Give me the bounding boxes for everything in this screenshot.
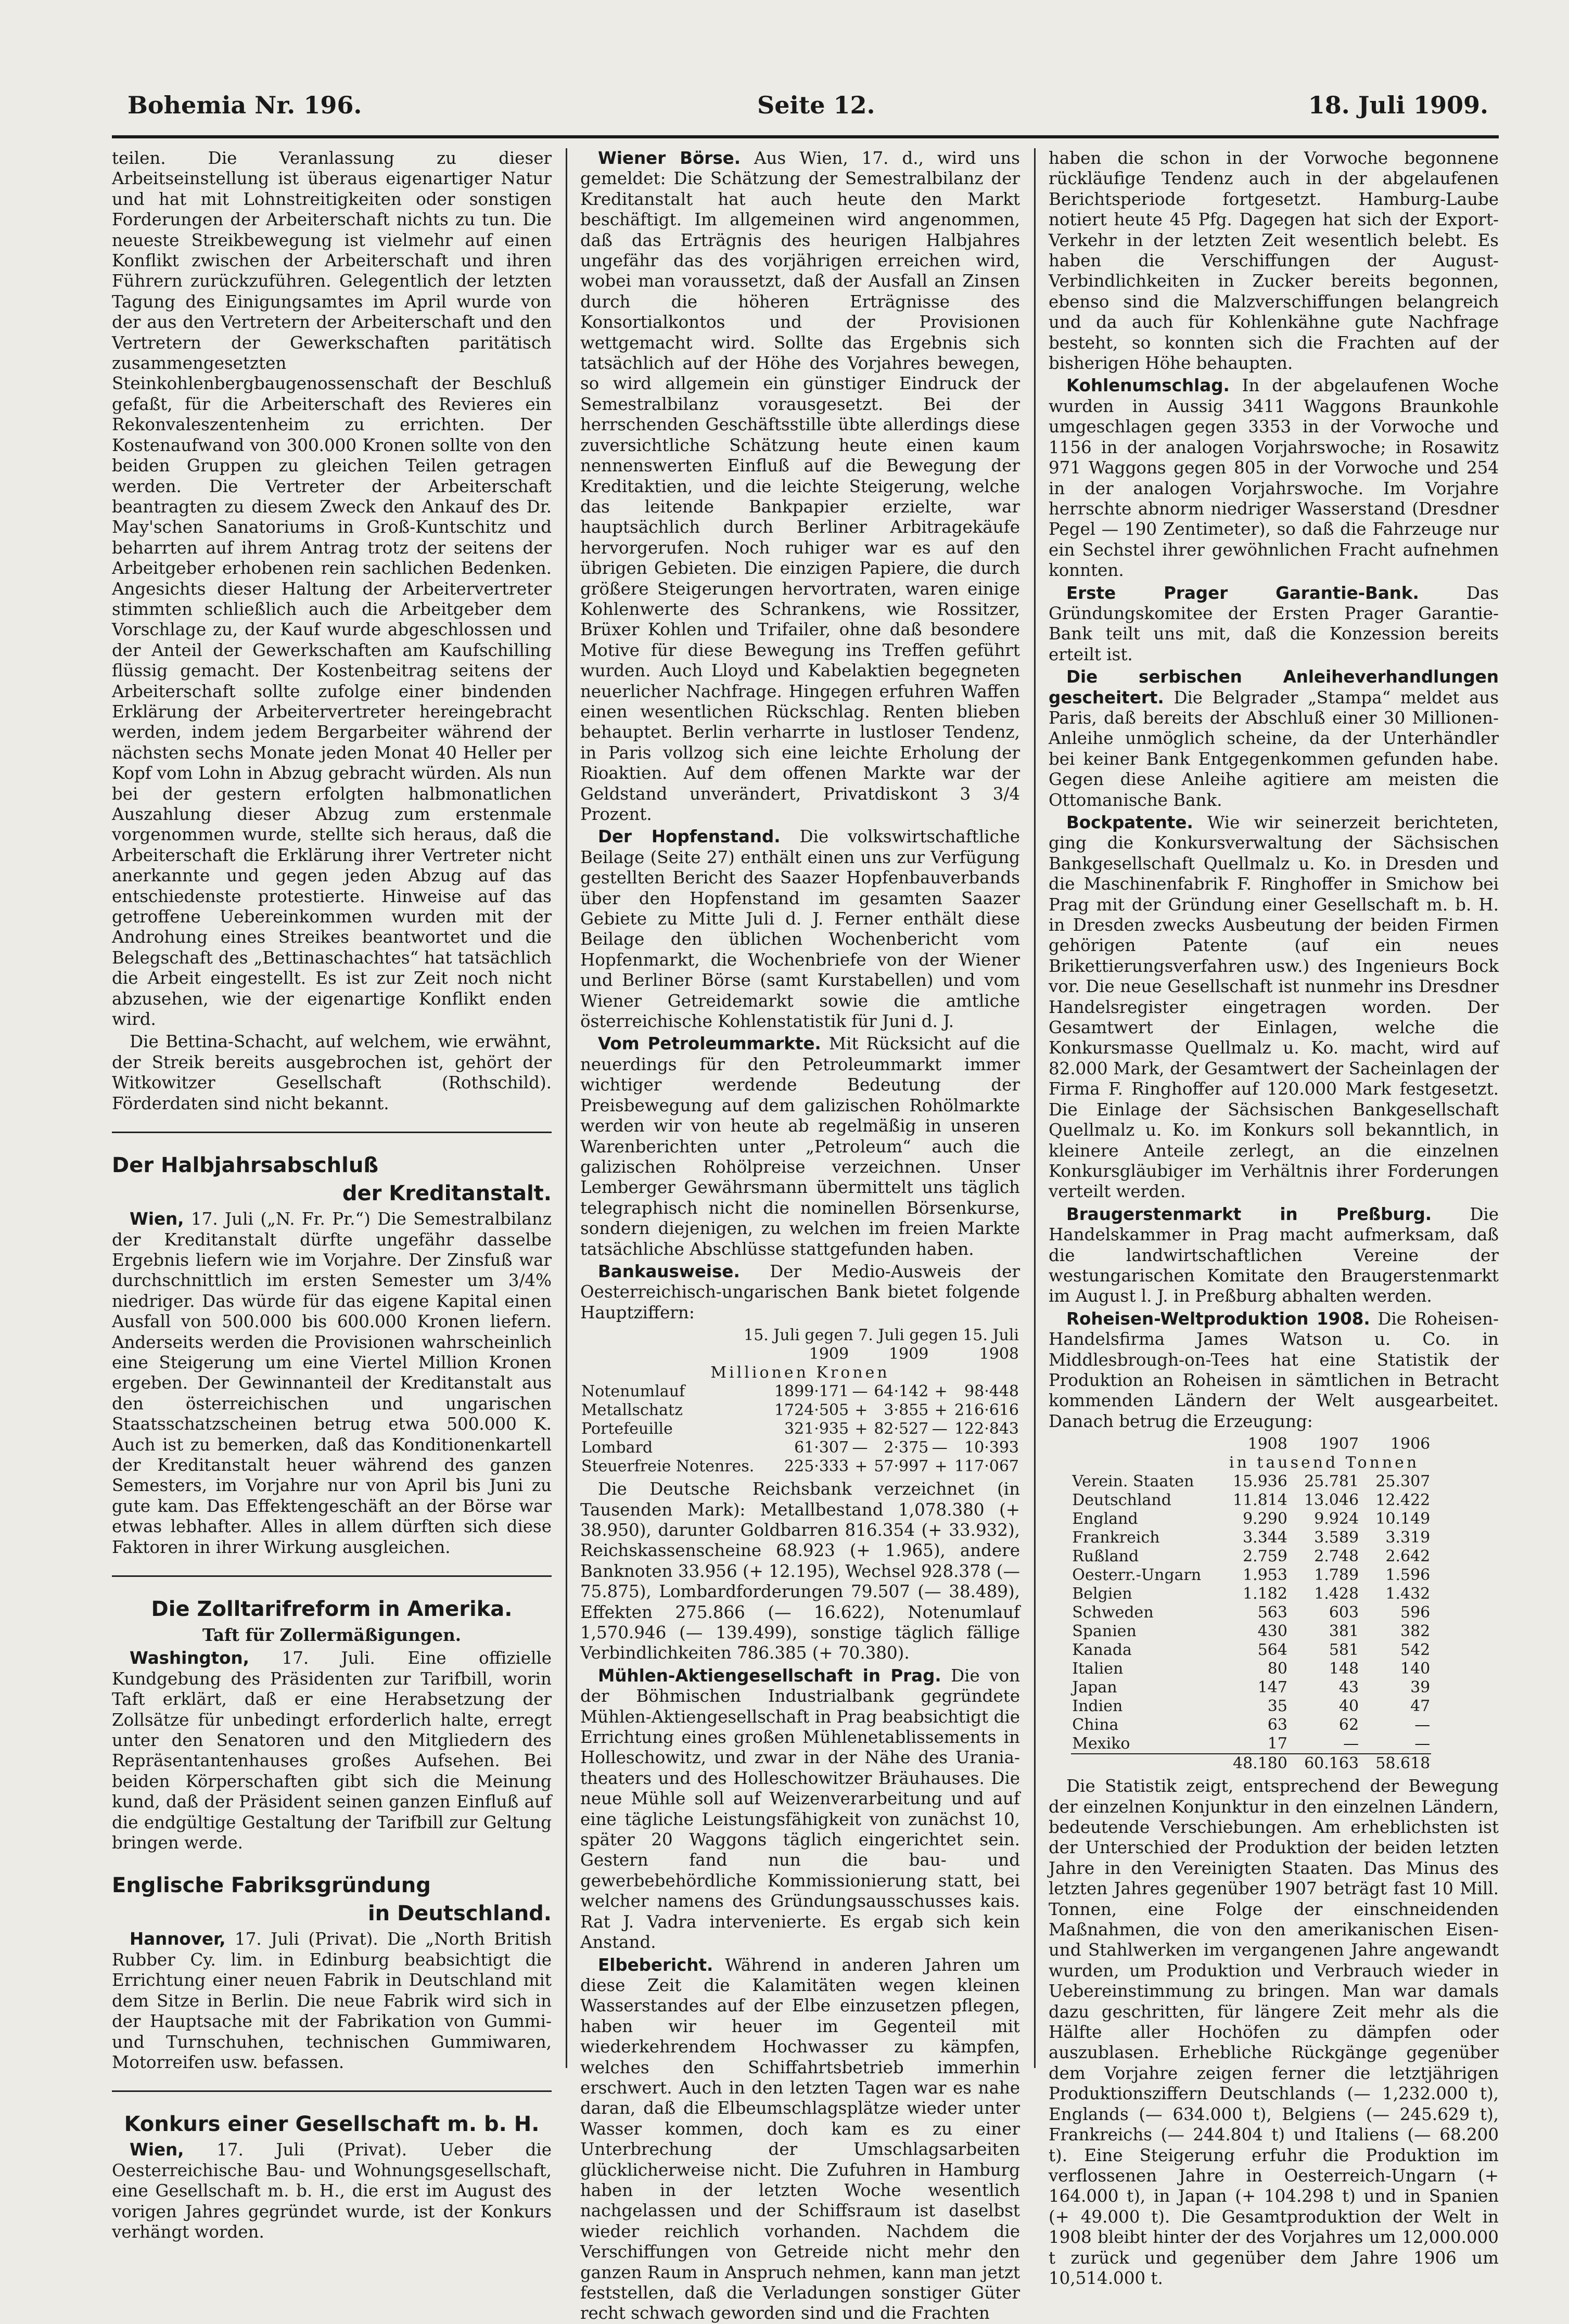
iron-year: 1906 — [1390, 1435, 1431, 1454]
iron-country: Spanien — [1072, 1622, 1137, 1641]
header-page-number: Seite 12. — [757, 91, 875, 119]
bank-row-cell: 225·333 — [784, 1457, 849, 1476]
subheadline-taft: Taft für Zollermäßigungen. — [202, 1625, 462, 1645]
column-divider-2 — [1034, 148, 1036, 2068]
iron-value: 3.344 — [1243, 1529, 1287, 1547]
page-header — [112, 91, 1499, 133]
article-separator — [112, 1132, 552, 1133]
article-kohlen-text: In der abgelaufenen Woche wurden in Aussig 3411 Waggons Braunkohle umgeschlagen gegen 3353 in der Vorwoche und 1156 in der analogen Vorjahrswoche; in Rosawitz 971 Waggons gegen 805 in der Vorwoche und 254 in der analogen Vorjahrswoche. Im Vorjahre herrschte abnorm niedriger Wasserstand (Dresdner Pegel — 190 Zentimeter), so daß die Fahrzeuge nur ein Sechstel ihrer gewöhnlichen Fracht aufnehmen konnten. — [1049, 376, 1499, 581]
article-strike-text-2: Die Bettina-Schacht, auf welchem, wie erwähnt, der Streik bereits ausgebrochen ist, gehört der Witkowitzer Gesellschaft (Rothschild). Förderdaten sind nicht bekannt. — [112, 1032, 552, 1113]
article-elbe-continued: haben die schon in der Vorwoche begonnene rückläufige Tendenz auch in der abgelaufenen Berichtsperiode fortgesetzt. Hamburg-Laube notiert heute 45 Pfg. Dagegen hat sich der Export-Verkehr in der letzten Zeit wesentlich belebt. Es haben die Verschiffungen der August-Verbindlichkeiten in Zucker bereits begonnen, ebenso sind die Malzverschiffungen belangreich und da auch für Kohlenkähne gute Nachfrage besteht, so konnten sich die Frachten auf der bisherigen Höhe behaupten. — [1049, 148, 1499, 374]
bank-row-cell: 1899·171 — [774, 1382, 849, 1401]
bank-row-cell: 98·448 — [964, 1382, 1019, 1401]
bank-table-row — [580, 1439, 1020, 1457]
iron-value: 3.319 — [1385, 1529, 1431, 1547]
headline-braugerste: Braugerstenmarkt in Preßburg. — [1066, 1204, 1432, 1224]
iron-value: 581 — [1329, 1641, 1359, 1660]
column-2 — [580, 148, 1020, 2323]
iron-value: 1.428 — [1314, 1585, 1359, 1603]
iron-table-row — [1071, 1529, 1431, 1547]
iron-country: Mexiko — [1072, 1735, 1130, 1753]
headline-bockpatente: Bockpatente. — [1066, 813, 1193, 832]
bank-row-cell: 117·067 — [954, 1457, 1019, 1476]
article-roheisen-text: Die Roheisen-Handelsfirma James Watson u. Co. in Middlesbrough-on-Tees hat eine Statistik der Produktion an Roheisen in sämtlichen in Betracht kommenden Ländern der Welt ausgearbeitet. Danach betrug die Erzeugung: — [1049, 1308, 1499, 1431]
iron-value: 148 — [1329, 1660, 1359, 1678]
iron-value: 140 — [1400, 1660, 1431, 1678]
iron-value: — — [1343, 1735, 1359, 1753]
iron-value: 430 — [1257, 1622, 1287, 1641]
bank-row-cell: — — [852, 1382, 868, 1401]
iron-table-row — [1071, 1603, 1431, 1622]
bank-row-cell: + — [934, 1401, 948, 1420]
iron-value: 9.924 — [1314, 1510, 1359, 1529]
iron-value: 9.290 — [1243, 1510, 1287, 1529]
headline-garantie-bank: Erste Prager Garantie-Bank. — [1066, 583, 1419, 603]
header-rule — [112, 135, 1499, 138]
iron-value: 382 — [1400, 1622, 1431, 1641]
bank-row-label: Notenumlauf — [581, 1382, 685, 1401]
bank-table-row — [580, 1457, 1020, 1476]
headline-in-deutschland: in Deutschland. — [367, 1902, 552, 1926]
iron-table-row — [1071, 1697, 1431, 1716]
article-anleihe-text: Die Belgrader „Stampa“ meldet aus Paris, daß bereits der Abschluß einer 30 Millionen-Anleihe unmöglich scheine, da der Unterhändler bei keiner Bank Entgegenkommen gefunden habe. Gegen diese Anleihe agitiere am meisten die Ottomanische Bank. — [1049, 687, 1499, 810]
bank-row-cell: 216·616 — [954, 1401, 1019, 1420]
iron-country: Frankreich — [1072, 1529, 1160, 1547]
iron-value: 62 — [1338, 1716, 1359, 1735]
article-bank-text: Der Medio-Ausweis der Oesterreichisch-ungarischen Bank bietet folgende Hauptziffern: — [580, 1261, 1020, 1323]
headline-bankausweise: Bankausweise. — [598, 1261, 740, 1281]
bank-year: 1909 — [888, 1345, 929, 1364]
iron-country: Deutschland — [1072, 1491, 1171, 1510]
iron-country: Rußland — [1072, 1547, 1139, 1566]
iron-total: 60.163 — [1289, 1754, 1360, 1773]
article-muehlen-text: Die von der Böhmischen Industrialbank gegründete Mühlen-Aktiengesellschaft in Prag beabsichtigt die Errichtung eines großen Mühlenetablissements in Holleschowitz, und zwar in der Nähe des Urania-theaters und des Holleschowitzer Bräuhauses. Die neue Mühle soll auf Weizenverarbeitung und auf eine tägliche Leistungsfähigkeit von zunächst 10, später 20 Waggons täglich eingerichtet sein. Gestern fand nun die bau- und gewerbebehördliche Kommissionierung statt, bei welcher namens des Gründungsausschusses kais. Rat J. Vadra intervenierte. Es ergab sich kein Anstand. — [580, 1665, 1020, 1953]
iron-country: Oesterr.-Ungarn — [1072, 1566, 1202, 1585]
article-separator — [112, 1575, 552, 1577]
iron-value: — — [1414, 1735, 1431, 1753]
headline-serbische-anleihe: Die serbischen Anleiheverhandlungen gescheitert. — [1049, 667, 1499, 708]
bank-row-cell: 61·307 — [794, 1439, 849, 1457]
iron-table-row — [1071, 1566, 1431, 1585]
iron-value: 13.046 — [1304, 1491, 1359, 1510]
iron-value: 43 — [1338, 1678, 1359, 1697]
article-kreditanstalt-text: 17. Juli („N. Fr. Pr.“) Die Semestralbilanz der Kreditanstalt dürfte ungefähr dasselbe Ergebnis liefern wie im Vorjahre. Der Zinsfuß war durchschnittlich im ersten Semester um 3/4% niedriger. Das würde für das eigene Kapital einen Ausfall von 500.000 bis 600.000 Kronen liefern. Anderseits werden die Provisionen wahrscheinlich eine Steigerung um eine Viertel Million Kronen ergeben. Der Gewinnanteil der Kreditanstalt aus den österreichischen und ungarischen Staatsschatzscheinen betrug etwa 500.000 K. Auch ist zu bemerken, daß das Konditionenkartell der Kreditanstalt heuer während des ganzen Semesters, im Vorjahre nur von April bis Juni zu gute kam. Das Effektengeschäft an der Börse war etwas lebhafter. Alles in allem dürften sich diese Faktoren in ihrer Wirkung ausgleichen. — [112, 1209, 552, 1557]
bank-row-cell: + — [934, 1457, 948, 1476]
bank-row-cell: — — [932, 1420, 948, 1439]
iron-table-row — [1071, 1660, 1431, 1678]
bank-row-cell: + — [854, 1457, 868, 1476]
iron-value: 3.589 — [1314, 1529, 1359, 1547]
bank-unit: Millionen Kronen — [710, 1364, 890, 1382]
bank-table — [580, 1326, 1020, 1476]
headline-muehlen: Mühlen-Aktiengesellschaft in Prag. — [598, 1665, 941, 1686]
article-garantie-text: Das Gründungskomitee der Ersten Prager Garantie-Bank teilt uns mit, daß die Konzession bereits erteilt ist. — [1049, 583, 1499, 664]
iron-value: 1.432 — [1385, 1585, 1431, 1603]
article-braugerste-text: Die Handelskammer in Prag macht aufmerksam, daß die landwirtschaftlichen Vereine der westungarischen Komitate den Braugerstenmarkt im August l. J. in Preßburg abhalten werden. — [1049, 1204, 1499, 1306]
iron-total: 58.618 — [1360, 1754, 1431, 1773]
column-1 — [112, 148, 552, 2242]
iron-table-row — [1071, 1491, 1431, 1510]
iron-table-row — [1071, 1716, 1431, 1735]
bank-row-cell: + — [934, 1382, 948, 1401]
iron-value: 542 — [1400, 1641, 1431, 1660]
bank-row-label: Metallschatz — [581, 1401, 683, 1420]
iron-unit: in tausend Tonnen — [1229, 1454, 1420, 1472]
headline-kreditanstalt: der Kreditanstalt. — [342, 1182, 552, 1206]
iron-country: China — [1072, 1716, 1119, 1735]
iron-value: 1.789 — [1314, 1566, 1359, 1585]
dateline-wien: Wien, — [130, 1209, 184, 1229]
iron-value: 1.596 — [1385, 1566, 1431, 1585]
bank-row-cell: 82·527 — [874, 1420, 929, 1439]
iron-value: 2.642 — [1385, 1547, 1431, 1566]
headline-halbjahrsabschluss: Der Halbjahrsabschluß — [112, 1153, 379, 1178]
iron-value: 11.814 — [1232, 1491, 1287, 1510]
iron-value: 603 — [1329, 1603, 1359, 1622]
iron-value: 2.748 — [1314, 1547, 1359, 1566]
bank-row-cell: 3·855 — [884, 1401, 929, 1420]
article-bock-text: Wie wir seinerzeit berichteten, ging die Konkursverwaltung der Sächsischen Bankgesellschaft Quellmalz u. Ko. in Dresden und die Maschinenfabrik F. Ringhoffer in Smichow bei Prag mit der Gründung einer Gesellschaft m. b. H. in Dresden zwecks Ausbeutung der beiden Firmen gehörigen Patente (auf ein neues Brikettierungsverfahren usw.) des Ingenieurs Bock vor. Die neue Gesellschaft ist nunmehr ins Dresdner Handelsregister eingetragen worden. Der Gesamtwert der Einlagen, welche die Konkursmasse Quellmalz u. Ko. macht, wird auf 82.000 Mark, der Gesamtwert der Sacheinlagen der Firma F. Ringhoffer auf 120.000 Mark festgesetzt. Die Einlage der Sächsischen Bankgesellschaft Quellmalz u. Ko. im Konkurs soll bekanntlich, in kleinere Anteile zerlegt, an die einzelnen Konkursgläubiger im Verhältnis ihrer Forderungen verteilt werden. — [1049, 813, 1499, 1202]
iron-country: Japan — [1072, 1678, 1117, 1697]
iron-table-row — [1071, 1622, 1431, 1641]
bank-table-head: 15. Juli gegen 7. Juli gegen 15. Juli — [744, 1326, 1019, 1345]
iron-table-row — [1071, 1641, 1431, 1660]
iron-value: 17 — [1267, 1735, 1287, 1753]
iron-year: 1907 — [1319, 1435, 1359, 1454]
bank-table-row — [580, 1401, 1020, 1420]
iron-value: 12.422 — [1375, 1491, 1431, 1510]
iron-table-row — [1071, 1510, 1431, 1529]
article-statistik-text: Die Statistik zeigt, entsprechend der Bewegung der einzelnen Konjunktur in den einzelnen Ländern, bedeutende Verschiebungen. Am erheblichsten ist der Unterschied der Produktion der beiden letzten Jahre in den Vereinigten Staaten. Das Minus des letzten Jahres gegenüber 1907 beträgt fast 10 Mill. Tonnen, eine Folge der einschneidenden Maßnahmen, die von den amerikanischen Eisen- und Stahlwerken im vergangenen Jahre angewandt wurden, um Produktion und Verbrauch wieder in Uebereinstimmung zu bringen. Man war damals dazu geschritten, für längere Zeit mehr als die Hälfte aller Hochöfen zu dämpfen oder auszublasen. Erhebliche Rückgänge gegenüber dem Vorjahre zeigen ferner die letztjährigen Produktionsziffern Deutschlands (— 1,232.000 t), Englands (— 634.000 t), Belgiens (— 245.629 t), Frankreichs (— 244.804 t) und Italiens (— 68.200 t). Eine Steigerung erfuhr die Produktion im verflossenen Jahre in Oesterreich-Ungarn (+ 164.000 t), in Japan (+ 104.298 t) und in Spanien (+ 49.000 t). Die Gesamtproduktion der Welt in 1908 bleibt hinter der des Vorjahres um 12,000.000 t zurück und gegenüber dem Jahre 1906 um 10,514.000 t. — [1049, 1776, 1499, 2288]
iron-table — [1071, 1435, 1431, 1773]
iron-value: 1.953 — [1243, 1566, 1287, 1585]
headline-konkurs: Konkurs einer Gesellschaft m. b. H. — [124, 2112, 540, 2137]
iron-value: 25.307 — [1375, 1472, 1431, 1491]
headline-zolltarifreform: Die Zolltarifreform in Amerika. — [151, 1597, 513, 1621]
iron-country: Indien — [1072, 1697, 1123, 1716]
bank-year: 1909 — [809, 1345, 849, 1364]
bank-year: 1908 — [979, 1345, 1019, 1364]
iron-table-row — [1071, 1678, 1431, 1697]
bank-row-cell: 321·935 — [784, 1420, 849, 1439]
article-strike-text: teilen. Die Veranlassung zu dieser Arbeitseinstellung ist überaus eigenartiger Natur und hat mit Lohnstreitigkeiten oder sonstigen Forderungen der Arbeiterschaft nichts zu tun. Die neueste Streikbewegung ist vielmehr auf einen Konflikt zwischen der Arbeiterschaft und ihren Führern zurückzuführen. Gelegentlich der letzten Tagung des Einigungsamtes im April wurde von der aus den Vertretern der Arbeiterschaft und den Vertretern der Gewerkschaften paritätisch zusammengesetzten Steinkohlenbergbaugenossenschaft der Beschluß gefaßt, für die Arbeiterschaft des Revieres ein Rekonvaleszentenheim zu errichten. Der Kostenaufwand von 300.000 Kronen sollte von den beiden Gruppen zu gleichen Teilen getragen werden. Die Vertreter der Arbeiterschaft beantragten zu diesem Zweck den Ankauf des Dr. May'schen Sanatoriums in Groß-Kuntschitz und beharrten auf ihrem Antrag trotz der seitens der Arbeitgeber erhobenen rein sachlichen Bedenken. Angesichts dieser Haltung der Arbeitervertreter stimmten schließlich auch die Arbeitgeber dem Vorschlage zu, der Kauf wurde abgeschlossen und der Anteil der Gewerkschaften am Kaufschilling flüssig gemacht. Der Kostenbeitrag seitens der Arbeiterschaft sollte zufolge einer bindenden Erklärung der Arbeitervertreter hereingebracht werden, indem jedem Bergarbeiter während der nächsten sechs Monate jeden Monat 40 Heller per Kopf vom Lohn in Abzug gebracht würden. Als nun bei der gestern erfolgten halbmonatlichen Auszahlung dieser Abzug zum erstenmale vorgenommen wurde, stellte sich heraus, daß die Arbeiterschaft die Erklärung ihrer Vertreter nicht anerkannte und gegen jeden Abzug auf das entschiedenste protestierte. Hinweise auf das getroffene Uebereinkommen wurden mit der Androhung eines Streikes beantwortet und die Belegschaft des „Bettinaschachtes“ hat tatsächlich die Arbeit eingestellt. Es ist zur Zeit noch nicht abzusehen, wie der eigenartige Konflikt enden wird. — [112, 148, 552, 1030]
iron-value: 564 — [1257, 1641, 1287, 1660]
iron-value: 40 — [1338, 1697, 1359, 1716]
iron-value: 47 — [1410, 1697, 1431, 1716]
article-petroleum-text: Mit Rücksicht auf die neuerdings für den Petroleummarkt immer wichtiger werdende Bedeutung der Preisbewegung auf dem galizischen Rohölmarkte werden wir von heute ab regelmäßig in unseren Warenberichten unter „Petroleum“ auch die galizischen Rohölpreise verzeichnen. Unser Lemberger Gewährsmann übermittelt uns täglich telegraphisch nicht die nominellen Börsenkurse, sondern diejenigen, zu welchen im freien Markte tatsächliche Abschlüsse stattgefunden haben. — [580, 1034, 1020, 1259]
bank-row-cell: 1724·505 — [774, 1401, 849, 1420]
headline-kohlenumschlag: Kohlenumschlag. — [1066, 376, 1230, 396]
iron-table-row — [1071, 1547, 1431, 1566]
iron-value: 596 — [1400, 1603, 1431, 1622]
iron-value: 563 — [1257, 1603, 1287, 1622]
iron-value: 35 — [1267, 1697, 1287, 1716]
iron-value: 63 — [1267, 1716, 1287, 1735]
bank-table-row — [580, 1420, 1020, 1439]
headline-hopfenstand: Der Hopfenstand. — [598, 827, 781, 847]
header-date: 18. Juli 1909. — [1308, 91, 1488, 119]
bank-row-cell: — — [852, 1439, 868, 1457]
iron-value: 381 — [1329, 1622, 1359, 1641]
bank-row-cell: — — [932, 1439, 948, 1457]
article-elbe-text: Während in anderen Jahren um diese Zeit die Kalamitäten wegen kleinen Wasserstandes auf der Elbe einzusetzen pflegen, haben wir heuer im Gegenteil mit wiederkehrendem Hochwasser zu kämpfen, welches den Schiffahrtsbetrieb immerhin erschwert. Auch in den letzten Tagen war es nahe daran, daß die Elbeumschlagsplätze wieder unter Wasser kommen, doch kam es zu einer Unterbrechung der Umschlagsarbeiten glücklicherweise nicht. Die Zufuhren in Hamburg haben in der letzten Woche wesentlich nachgelassen und der Schiffsraum ist daselbst wieder reichlich vorhanden. Nachdem die Verschiffungen von Getreide nicht mehr den ganzen Raum in Anspruch nehmen, kann man jetzt feststellen, daß die Verladungen sonstiger Güter recht schwach geworden sind und die Frachten — [580, 1955, 1020, 2323]
iron-value: 2.759 — [1243, 1547, 1287, 1566]
bank-row-cell: + — [854, 1420, 868, 1439]
bank-row-cell: 57·997 — [874, 1457, 929, 1476]
bank-row-cell: 122·843 — [954, 1420, 1019, 1439]
column-3 — [1049, 148, 1499, 2288]
iron-value: 80 — [1267, 1660, 1287, 1678]
column-divider-1 — [566, 148, 567, 2068]
article-zolltarif-text: 17. Juli. Eine offizielle Kundgebung des Präsidenten zur Tarifbill, worin Taft erklärt, daß er eine Herabsetzung der Zollsätze für unbedingt erforderlich halte, erregt unter den Senatoren und den Mitgliedern des Repräsentantenhauses großes Aufsehen. Bei beiden Körperschaften gibt sich die Meinung kund, daß der Präsident seinen ganzen Einfluß auf die endgültige Gestaltung der Tarifbill zur Geltung bringen werde. — [112, 1648, 552, 1853]
iron-total: 48.180 — [1217, 1754, 1289, 1773]
dateline-washington: Washington, — [130, 1648, 249, 1668]
iron-country: England — [1072, 1510, 1138, 1529]
article-boerse-text: Aus Wien, 17. d., wird uns gemeldet: Die Schätzung der Semestralbilanz der Kreditanstalt hat auch heute den Markt beschäftigt. Im allgemeinen wird angenommen, daß das Erträgnis des heurigen Halbjahres ungefähr das des vorjährigen erreichen wird, wobei man voraussetzt, daß der Ausfall an Zinsen durch die höheren Erträgnisse des Konsortialkontos und der Provisionen wettgemacht wird. Sollte das Ergebnis sich tatsächlich auf der Höhe des Vorjahres bewegen, so wird allgemein ein günstiger Eindruck der Semestralbilanz vorausgesetzt. Bei der herrschenden Geschäftsstille übte allerdings diese zuversichtliche Schätzung heute einen kaum nennenswerten Einfluß auf die Bewegung der Kreditaktien, und die leichte Steigerung, welche das leitende Bankpapier erzielte, war hauptsächlich durch Berliner Arbitragekäufe hervorgerufen. Noch ruhiger war es auf den übrigen Gebieten. Die einzigen Papiere, die durch größere Steigerungen hervortraten, waren einige Kohlenwerte des Schrankens, wie Rossitzer, Brüxer Kohlen und Trifailer, ohne daß besondere Motive für diese Bewegung ins Treffen geführt wurden. Auch Lloyd und Kabelaktien begegneten neuerlicher Nachfrage. Hingegen erfuhren Waffen einen wesentlichen Rückschlag. Renten blieben behauptet. Berlin verharrte in lustloser Tendenz, in Paris vollzog sich eine leichte Erholung der Rioaktien. Auf dem offenen Markte war der Geldstand unverändert, Privatdiskont 3 3/4 Prozent. — [580, 148, 1020, 824]
iron-country: Verein. Staaten — [1072, 1472, 1194, 1491]
dateline-hannover: Hannover, — [130, 1929, 226, 1949]
iron-value: 10.149 — [1375, 1510, 1431, 1529]
article-separator — [112, 2090, 552, 2092]
iron-year: 1908 — [1247, 1435, 1287, 1454]
bank-row-cell: + — [854, 1401, 868, 1420]
iron-country: Kanada — [1072, 1641, 1132, 1660]
bank-row-cell: 10·393 — [964, 1439, 1019, 1457]
bank-row-label: Steuerfreie Notenres. — [581, 1457, 755, 1476]
iron-value: — — [1414, 1716, 1431, 1735]
article-konkurs-text: 17. Juli (Privat). Ueber die Oesterreichische Bau- und Wohnungsgesellschaft, eine Gesellschaft m. b. H., die erst im August des vorigen Jahres gegründet wurde, ist der Konkurs verhängt worden. — [112, 2140, 552, 2242]
article-hopfen-text: Die volkswirtschaftliche Beilage (Seite 27) enthält einen uns zur Verfügung gestellten Bericht des Saazer Hopfenbauverbands über den Hopfenstand im gesamten Saazer Gebiete zu Mitte Juli d. J. Ferner enthält diese Beilage den üblichen Wochenbericht vom Hopfenmarkt, die Wochenbriefe von der Wiener und Berliner Börse (samt Kurstabellen) und vom Wiener Getreidemarkt sowie die amtliche österreichische Kohlenstatistik für Juni d. J. — [580, 827, 1020, 1032]
iron-value: 25.781 — [1304, 1472, 1359, 1491]
iron-value: 39 — [1410, 1678, 1431, 1697]
bank-row-cell: 64·142 — [874, 1382, 929, 1401]
headline-wiener-boerse: Wiener Börse. — [598, 148, 741, 168]
dateline-wien-2: Wien, — [130, 2140, 184, 2160]
iron-table-row — [1071, 1585, 1431, 1603]
iron-table-row — [1071, 1472, 1431, 1491]
iron-country: Belgien — [1072, 1585, 1132, 1603]
bank-row-label: Lombard — [581, 1439, 653, 1457]
iron-country: Italien — [1072, 1660, 1124, 1678]
newspaper-page — [112, 78, 1499, 2323]
bank-row-label: Portefeuille — [581, 1420, 673, 1439]
iron-value: 1.182 — [1243, 1585, 1287, 1603]
article-fabrik-text: 17. Juli (Privat). Die „North British Rubber Cy. lim. in Edinburg beabsichtigt die Errichtung einer neuen Fabrik in Deutschland mit dem Sitze in Berlin. Die neue Fabrik wird sich in der Hauptsache mit der Fabrikation von Gummi- und Turnschuhen, technischen Gummiwaren, Motorreifen usw. befassen. — [112, 1929, 552, 2072]
headline-fabriksgruendung: Englische Fabriksgründung — [112, 1873, 431, 1898]
article-reichsbank-text: Die Deutsche Reichsbank verzeichnet (in Tausenden Mark): Metallbestand 1,078.380 (+ 38.950), darunter Goldbarren 816.354 (+ 33.932), Reichskassenscheine 68.923 (+ 1.965), andere Banknoten 33.956 (+ 12.195), Wechsel 928.378 (— 75.875), Lombardforderungen 79.507 (— 38.489), Effekten 275.866 (— 16.622), Notenumlauf 1,570.946 (— 139.499), sonstige täglich fällige Verbindlichkeiten 786.385 (+ 70.380). — [580, 1479, 1020, 1663]
iron-table-row — [1071, 1735, 1431, 1754]
headline-roheisen: Roheisen-Weltproduktion 1908. — [1066, 1308, 1370, 1329]
header-issue: Bohemia Nr. 196. — [127, 91, 362, 119]
bank-table-row — [580, 1382, 1020, 1401]
headline-elbebericht: Elbebericht. — [598, 1955, 713, 1975]
iron-value: 147 — [1257, 1678, 1287, 1697]
headline-petroleum: Vom Petroleummarkte. — [598, 1034, 821, 1054]
iron-value: 15.936 — [1232, 1472, 1287, 1491]
iron-country: Schweden — [1072, 1603, 1154, 1622]
bank-row-cell: 2·375 — [884, 1439, 929, 1457]
